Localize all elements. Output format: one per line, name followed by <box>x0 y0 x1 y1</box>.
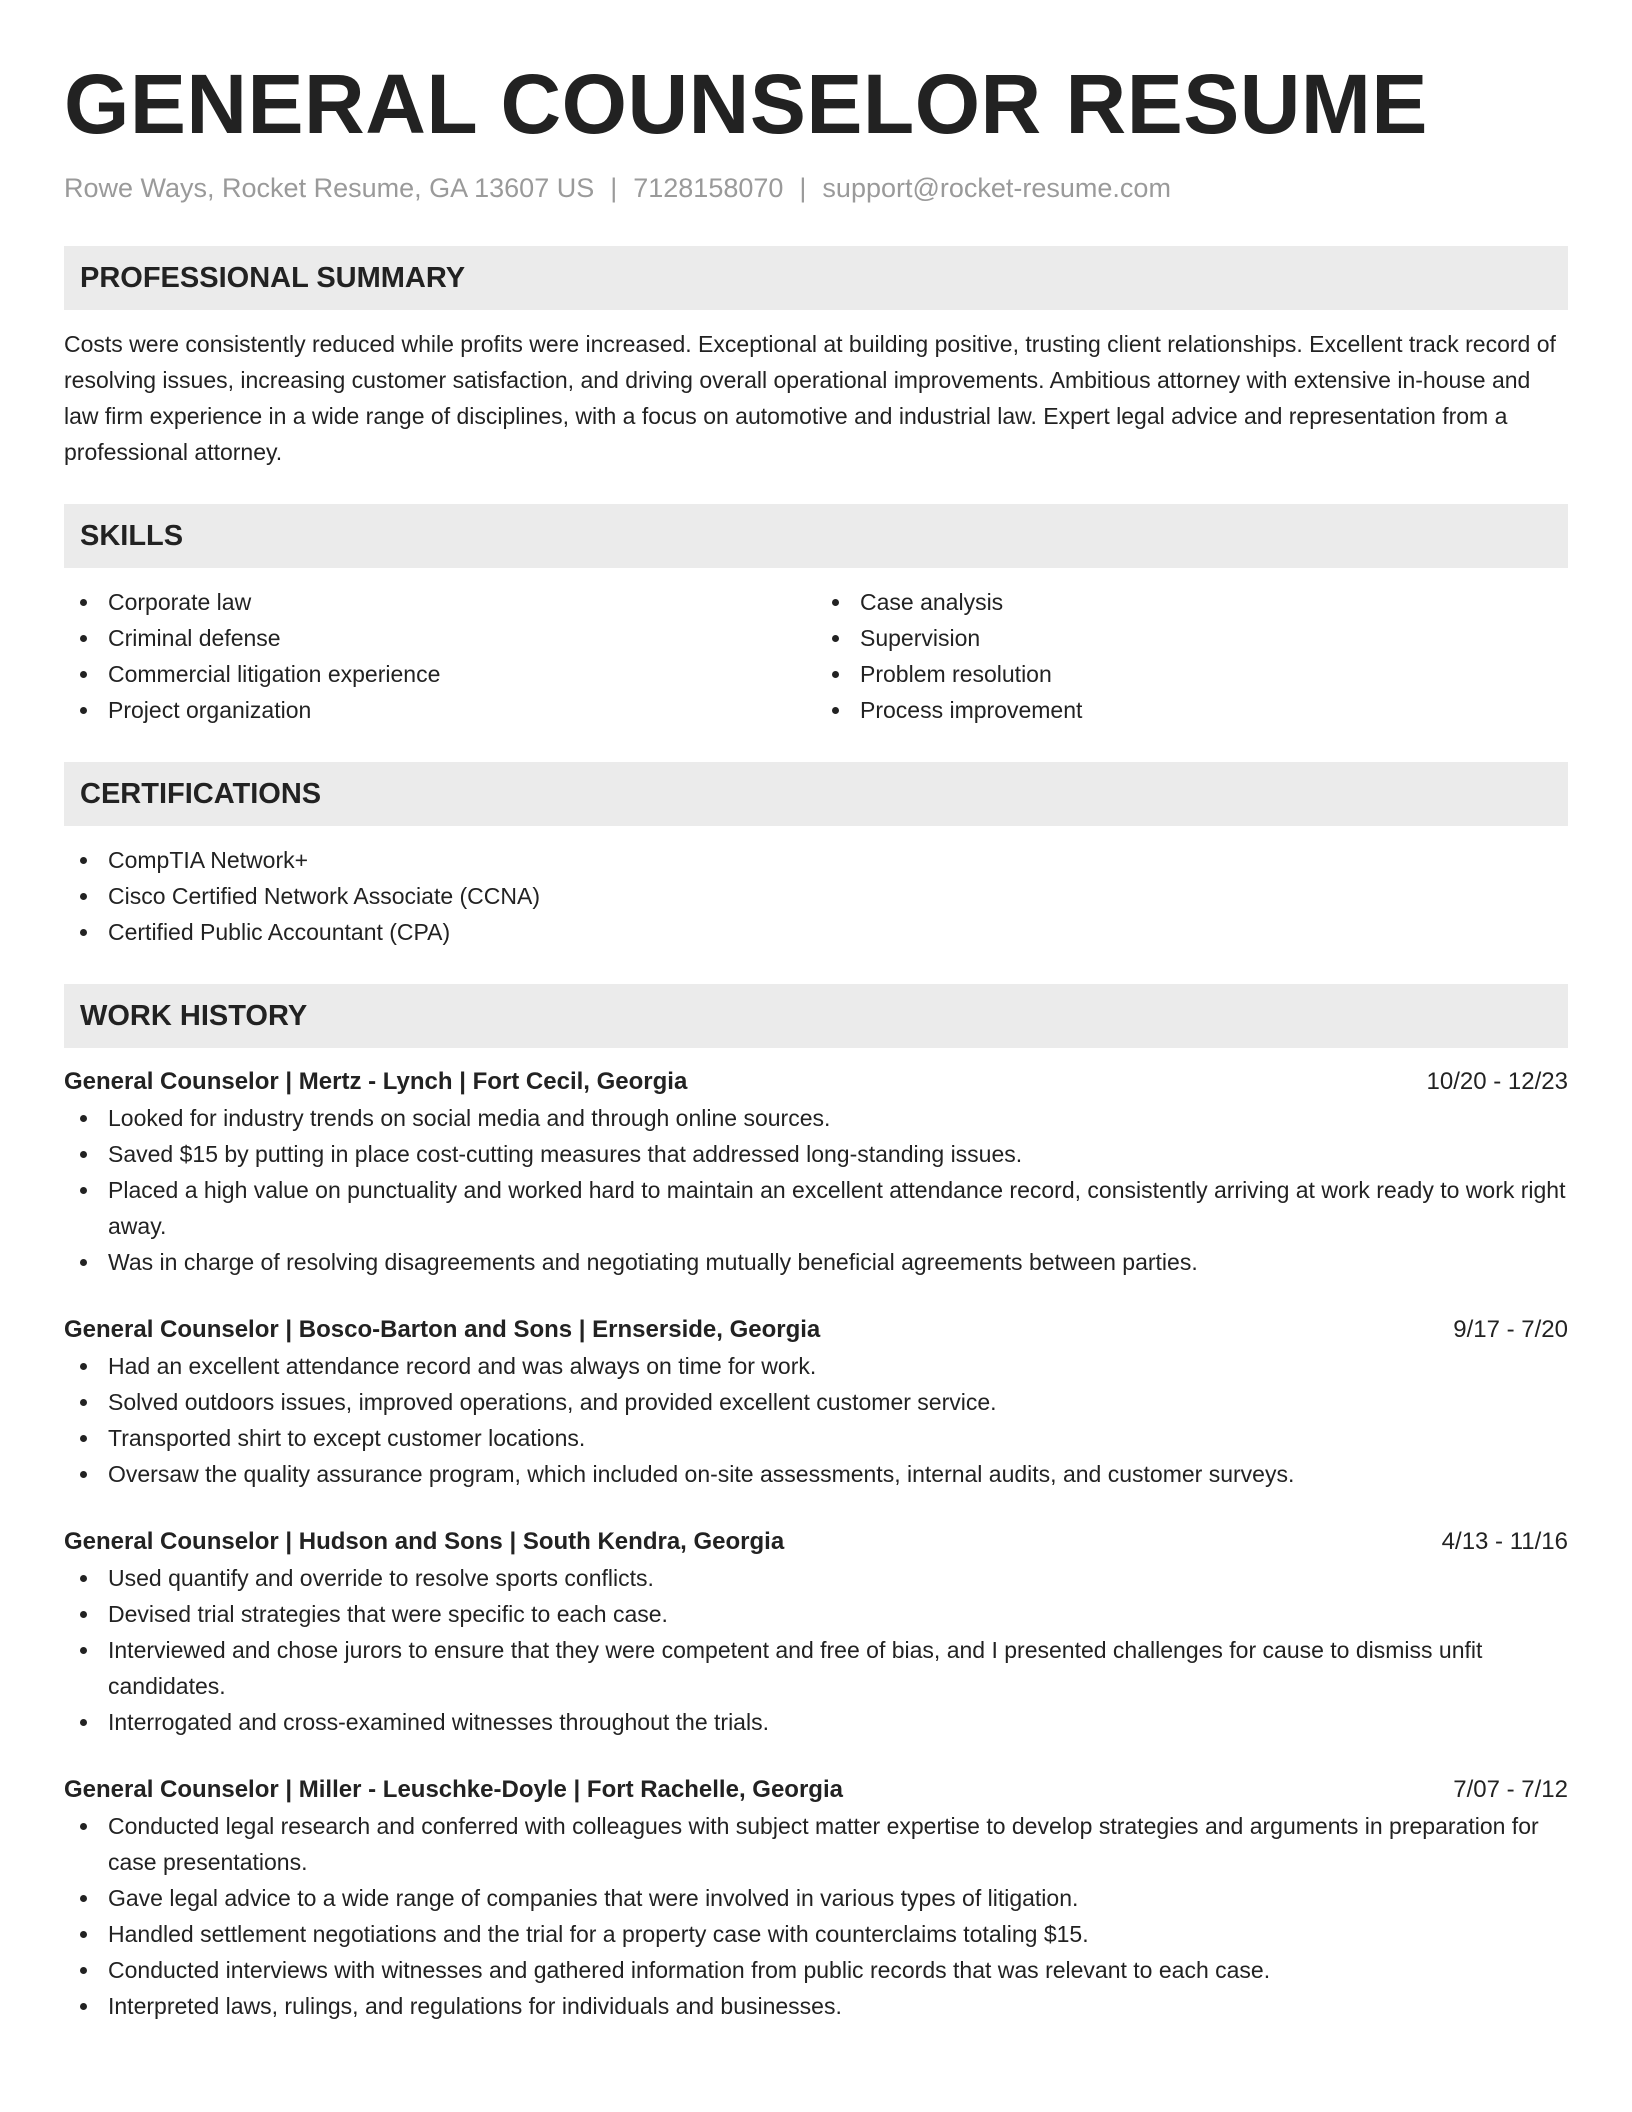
job-dates: 10/20 - 12/23 <box>1426 1068 1568 1095</box>
job-dates: 9/17 - 7/20 <box>1453 1316 1568 1343</box>
job-bullet: Saved $15 by putting in place cost-cutting measures that addressed long-standing issues. <box>64 1136 1568 1172</box>
job-bullet: Interviewed and chose jurors to ensure that they were competent and free of bias, and I presented challenges for cause to dismiss unfit candidates. <box>64 1632 1568 1704</box>
job-title: General Counselor | Mertz - Lynch | Fort Cecil, Georgia <box>64 1068 688 1095</box>
job-entry <box>64 1772 1568 2024</box>
job-bullets <box>64 1560 1568 1740</box>
skill-item: Supervision <box>816 620 1568 656</box>
contact-separator: | <box>610 173 618 203</box>
job-bullets <box>64 1808 1568 2024</box>
section-work-history <box>64 984 1568 2024</box>
job-bullet: Used quantify and override to resolve sports conflicts. <box>64 1560 1568 1596</box>
job-bullet: Looked for industry trends on social media and through online sources. <box>64 1100 1568 1136</box>
skills-grid <box>64 584 1568 728</box>
contact-line <box>64 170 1568 206</box>
job-bullet: Gave legal advice to a wide range of companies that were involved in various types of litigation. <box>64 1880 1568 1916</box>
job-bullet: Was in charge of resolving disagreements and negotiating mutually beneficial agreements between parties. <box>64 1244 1568 1280</box>
skill-item: Problem resolution <box>816 656 1568 692</box>
skill-item: Project organization <box>64 692 816 728</box>
contact-address: Rowe Ways, Rocket Resume, GA 13607 US <box>64 173 595 203</box>
skill-item: Commercial litigation experience <box>64 656 816 692</box>
job-bullet: Conducted legal research and conferred with colleagues with subject matter expertise to develop strategies and arguments in preparation for case presentations. <box>64 1808 1568 1880</box>
job-entry <box>64 1312 1568 1492</box>
section-heading: CERTIFICATIONS <box>64 762 1568 826</box>
skill-item: Process improvement <box>816 692 1568 728</box>
job-bullet: Handled settlement negotiations and the trial for a property case with counterclaims totaling $15. <box>64 1916 1568 1952</box>
section-heading: SKILLS <box>64 504 1568 568</box>
job-bullet: Interpreted laws, rulings, and regulations for individuals and businesses. <box>64 1988 1568 2024</box>
section-heading: WORK HISTORY <box>64 984 1568 1048</box>
certification-item: Cisco Certified Network Associate (CCNA) <box>64 878 1568 914</box>
job-dates: 7/07 - 7/12 <box>1453 1776 1568 1803</box>
skills-column-right <box>816 584 1568 728</box>
job-bullets <box>64 1348 1568 1492</box>
job-bullet: Interrogated and cross-examined witnesses throughout the trials. <box>64 1704 1568 1740</box>
job-bullet: Conducted interviews with witnesses and gathered information from public records that was relevant to each case. <box>64 1952 1568 1988</box>
section-heading: PROFESSIONAL SUMMARY <box>64 246 1568 310</box>
job-title: General Counselor | Bosco-Barton and Sons | Ernserside, Georgia <box>64 1316 821 1343</box>
job-entry <box>64 1524 1568 1740</box>
certification-item: Certified Public Accountant (CPA) <box>64 914 1568 950</box>
job-title: General Counselor | Hudson and Sons | South Kendra, Georgia <box>64 1528 785 1555</box>
resume-title: GENERAL COUNSELOR RESUME <box>64 57 1428 151</box>
summary-text: Costs were consistently reduced while profits were increased. Exceptional at building positive, trusting client relationships. Excellent track record of resolving issues, increasing customer satisfaction, and driving overall operational improvements. Ambitious attorney with extensive in-house and law firm experience in a wide range of disciplines, with a focus on automotive and industrial law. Expert legal advice and representation from a professional attorney. <box>64 331 1556 465</box>
job-header <box>64 1064 1568 1100</box>
contact-separator: | <box>799 173 807 203</box>
skill-item: Case analysis <box>816 584 1568 620</box>
job-bullet: Solved outdoors issues, improved operations, and provided excellent customer service. <box>64 1384 1568 1420</box>
skills-list <box>64 584 816 728</box>
certification-item: CompTIA Network+ <box>64 842 1568 878</box>
job-header <box>64 1772 1568 1808</box>
job-bullet: Oversaw the quality assurance program, which included on-site assessments, internal audits, and customer surveys. <box>64 1456 1568 1492</box>
job-entry <box>64 1064 1568 1280</box>
contact-phone: 7128158070 <box>633 173 784 203</box>
job-bullet: Placed a high value on punctuality and worked hard to maintain an excellent attendance record, consistently arriving at work ready to work right away. <box>64 1172 1568 1244</box>
contact-email: support@rocket-resume.com <box>822 173 1171 203</box>
job-bullet: Devised trial strategies that were specific to each case. <box>64 1596 1568 1632</box>
job-header <box>64 1524 1568 1560</box>
job-dates: 4/13 - 11/16 <box>1441 1528 1568 1555</box>
section-skills <box>64 504 1568 728</box>
section-professional-summary <box>64 246 1568 470</box>
job-bullet: Transported shirt to except customer locations. <box>64 1420 1568 1456</box>
job-header <box>64 1312 1568 1348</box>
job-title: General Counselor | Miller - Leuschke-Doyle | Fort Rachelle, Georgia <box>64 1776 843 1803</box>
skill-item: Criminal defense <box>64 620 816 656</box>
skills-column-left <box>64 584 816 728</box>
section-certifications <box>64 762 1568 950</box>
skills-list <box>816 584 1568 728</box>
skill-item: Corporate law <box>64 584 816 620</box>
job-bullets <box>64 1100 1568 1280</box>
job-bullet: Had an excellent attendance record and was always on time for work. <box>64 1348 1568 1384</box>
certifications-list <box>64 842 1568 950</box>
